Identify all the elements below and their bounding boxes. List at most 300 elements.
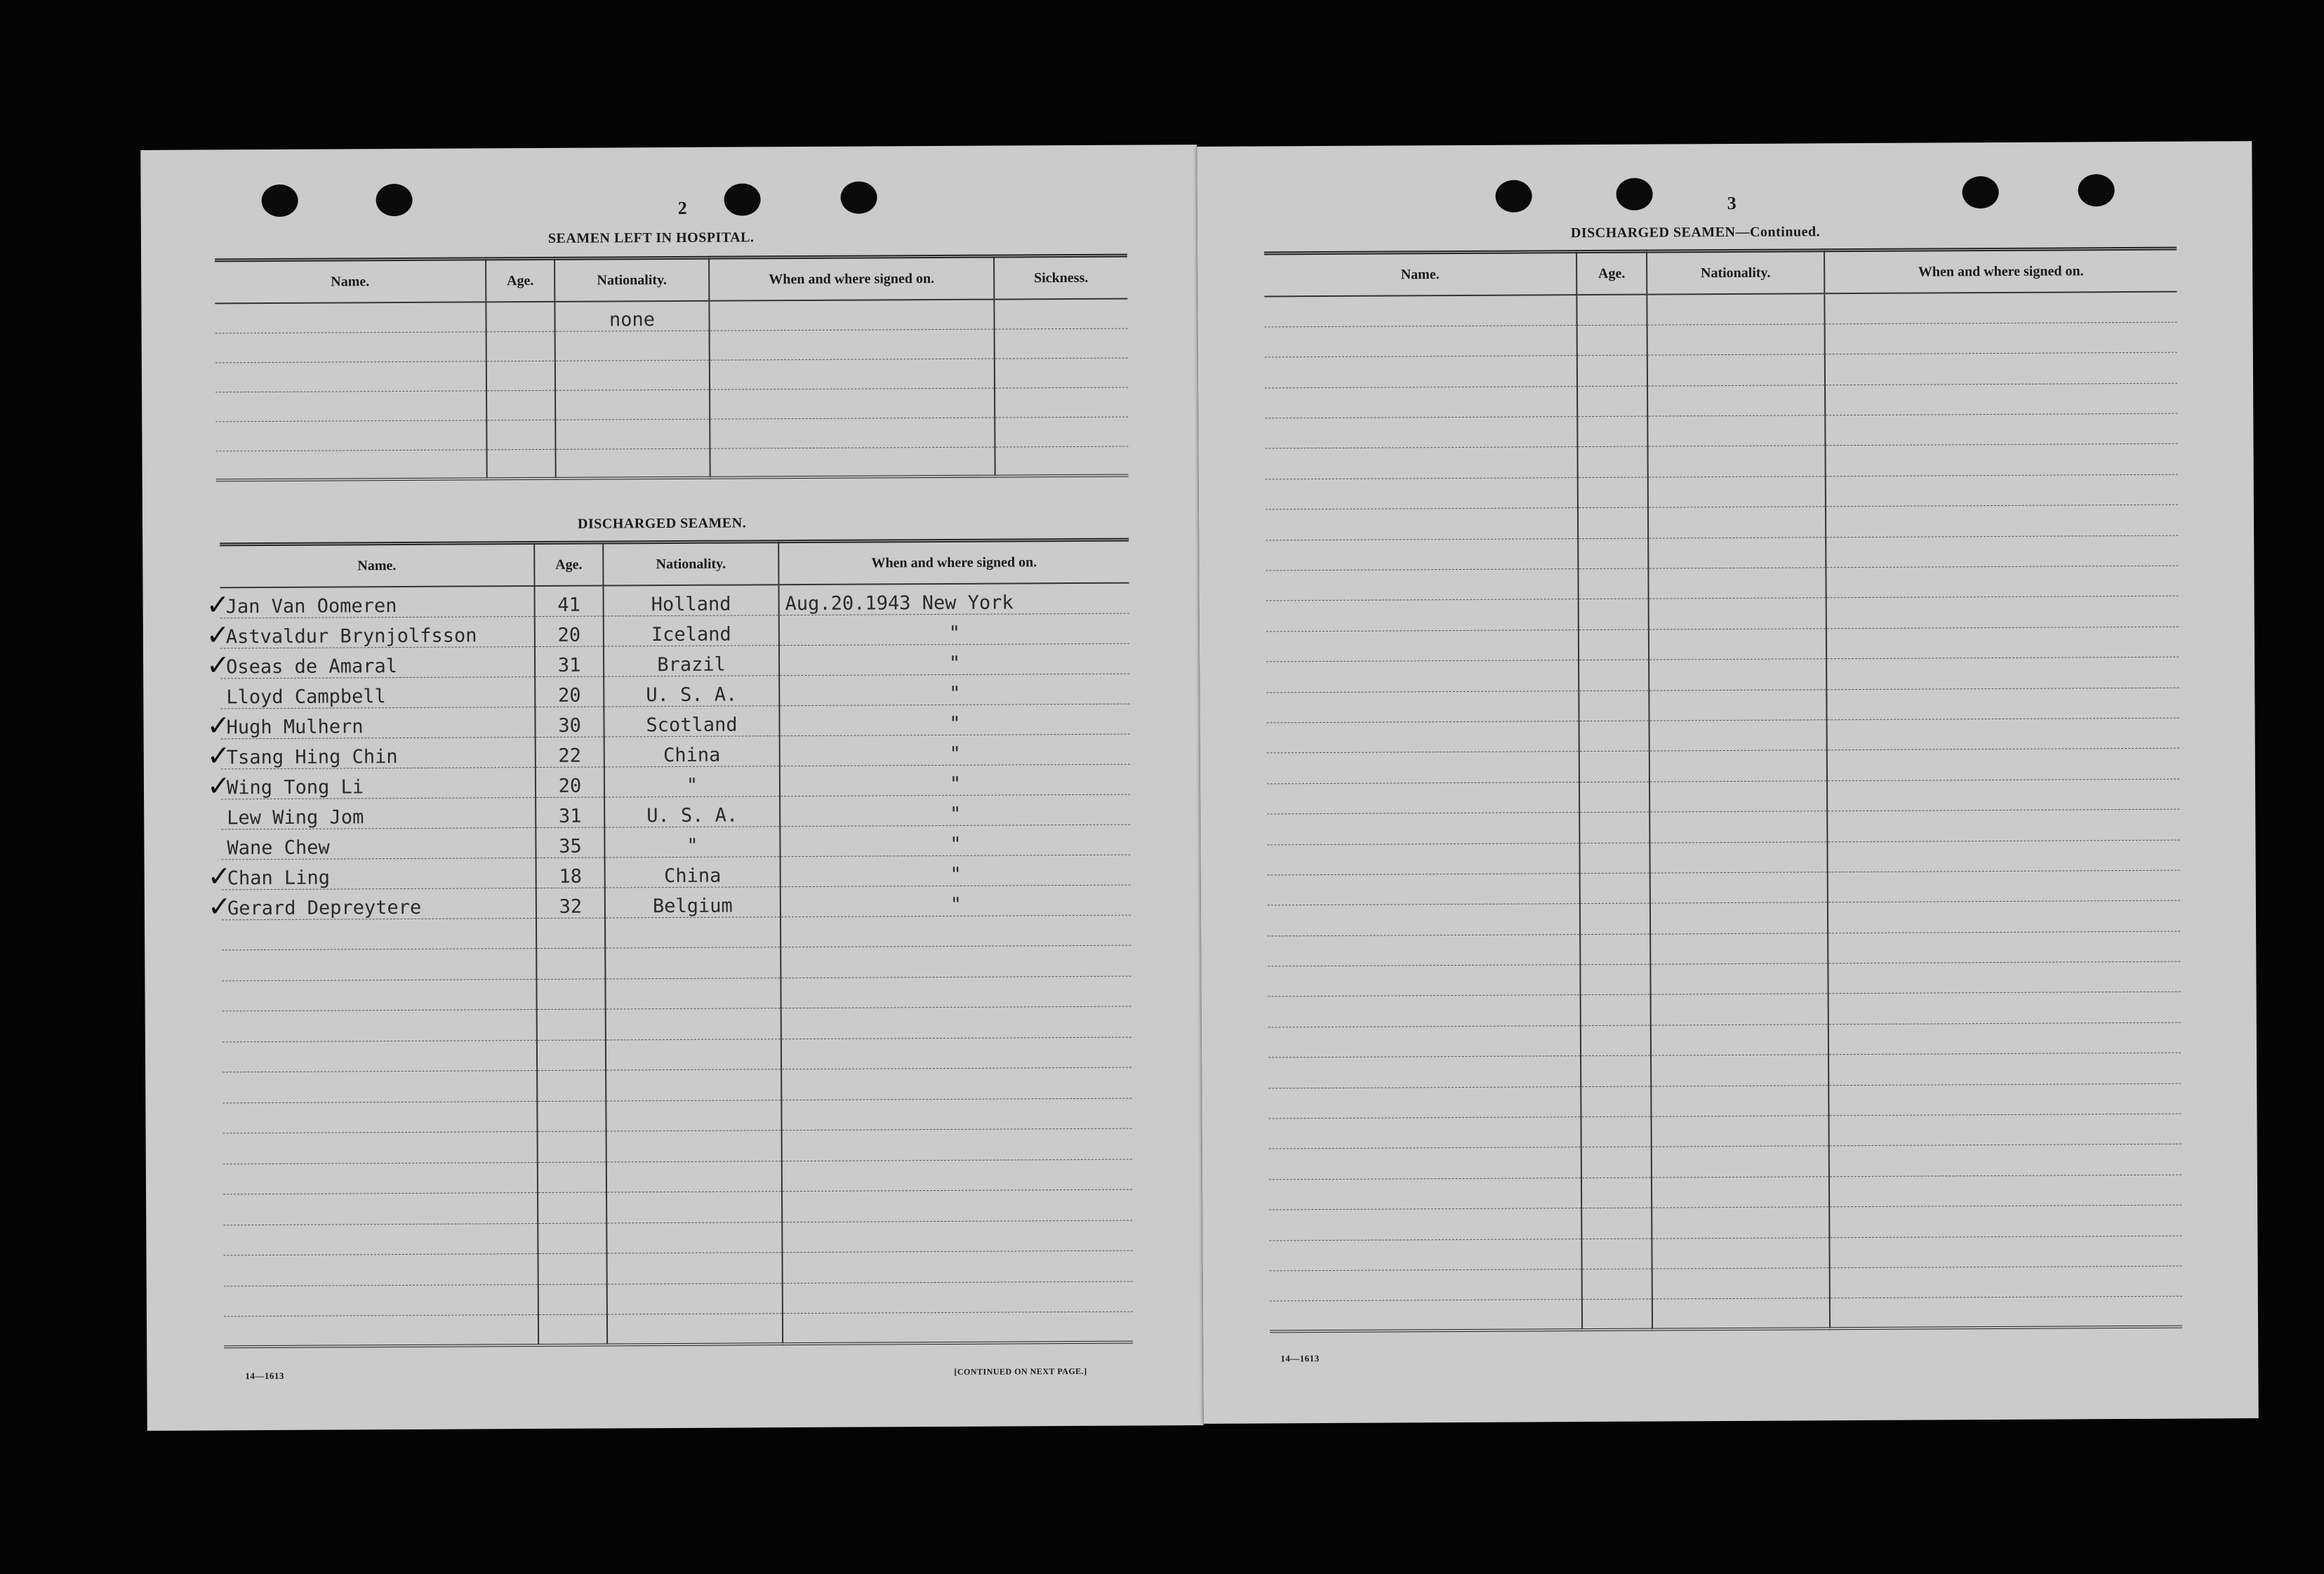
left_page.discharged_section-header-3: When and where signed on. — [778, 540, 1129, 585]
seaman-nationality: China — [605, 856, 781, 887]
empty-cell — [1579, 843, 1649, 874]
empty-cell — [1647, 354, 1825, 386]
empty-cell — [222, 949, 536, 981]
empty-cell — [222, 918, 536, 950]
empty-cell — [1649, 689, 1826, 721]
empty-cell — [536, 979, 605, 1010]
empty-cell — [1581, 1208, 1652, 1239]
empty-cell — [1269, 1178, 1581, 1210]
checkmark-icon: ✓ — [206, 618, 230, 651]
seaman-name-text: Jan Van Oomeren — [225, 594, 397, 618]
empty-cell — [1647, 293, 1824, 325]
table-row — [215, 387, 1128, 422]
empty-cell — [606, 1008, 781, 1040]
empty-cell — [782, 1220, 1132, 1253]
empty-cell — [1651, 994, 1828, 1025]
table-row — [1270, 1266, 2182, 1301]
empty-cell — [1577, 386, 1647, 417]
hospital-cell — [215, 449, 486, 480]
empty-cell — [1267, 813, 1579, 845]
table-row — [1269, 1175, 2182, 1210]
empty-cell — [1828, 931, 2180, 963]
table-row — [222, 976, 1131, 1011]
table-row — [1266, 535, 2178, 571]
empty-cell — [606, 1222, 782, 1253]
hospital-cell — [486, 361, 555, 391]
empty-cell — [1267, 843, 1579, 875]
empty-cell — [224, 1284, 538, 1316]
empty-cell — [1266, 447, 1578, 479]
empty-cell — [1577, 447, 1647, 478]
seaman-signed-on: " — [779, 674, 1129, 706]
table-row — [222, 885, 1131, 920]
hospital-cell — [995, 387, 1128, 418]
empty-cell — [1829, 1236, 2182, 1268]
empty-cell — [605, 916, 781, 948]
empty-cell — [1649, 781, 1827, 813]
empty-cell — [1829, 1175, 2182, 1207]
empty-cell — [1826, 535, 2178, 568]
empty-cell — [781, 976, 1131, 1008]
seaman-name-text: Oseas de Amaral — [226, 655, 398, 678]
table-row — [1265, 322, 2177, 357]
empty-cell — [606, 1253, 782, 1284]
seaman-nationality: Iceland — [604, 615, 779, 646]
seaman-signed-on: Aug.20.1943 New York — [778, 583, 1129, 615]
empty-cell — [1579, 721, 1649, 752]
discharged-section-title: DISCHARGED SEAMEN. — [577, 515, 747, 532]
empty-cell — [223, 1010, 537, 1042]
checkmark-icon: ✓ — [206, 709, 231, 742]
binder-hole — [840, 181, 877, 213]
seaman-nationality: " — [604, 826, 780, 857]
seaman-nationality: Scotland — [604, 705, 779, 736]
empty-cell — [538, 1131, 606, 1162]
empty-cell — [1827, 779, 2179, 811]
empty-cell — [1650, 933, 1828, 964]
hospital-cell — [995, 446, 1128, 476]
binder-hole — [261, 185, 298, 217]
empty-cell — [1267, 721, 1579, 754]
empty-cell — [1647, 446, 1825, 477]
empty-cell — [1268, 904, 1580, 936]
empty-cell — [1652, 1146, 1829, 1178]
empty-cell — [1828, 992, 2181, 1025]
form-number: 14—1613 — [245, 1370, 284, 1382]
seaman-name — [206, 646, 535, 681]
seaman-nationality: U. S. A. — [604, 796, 780, 827]
left_page.discharged_section-header-2: Nationality. — [603, 542, 778, 586]
table-row — [1266, 657, 2179, 692]
hospital-cell — [994, 299, 1127, 329]
hospital-cell — [995, 417, 1128, 447]
table-row — [223, 1189, 1132, 1225]
table-row — [1265, 352, 2177, 387]
right_page.discharged_section-header-2: Nationality. — [1647, 251, 1824, 295]
empty-cell — [1827, 718, 2179, 750]
table-row — [221, 734, 1130, 769]
binder-hole — [724, 183, 760, 215]
empty-cell — [1580, 934, 1650, 965]
empty-cell — [1649, 629, 1826, 660]
table-row — [223, 1250, 1132, 1286]
empty-cell — [537, 1100, 606, 1131]
empty-cell — [1578, 568, 1648, 599]
empty-cell — [1648, 476, 1826, 508]
table-row — [223, 1159, 1132, 1194]
empty-cell — [606, 1131, 782, 1162]
empty-cell — [538, 1283, 607, 1314]
empty-cell — [222, 979, 536, 1011]
seaman-name — [206, 586, 534, 621]
hospital-cell — [486, 331, 555, 361]
empty-cell — [781, 1098, 1131, 1131]
empty-cell — [1825, 352, 2177, 385]
table-row — [1266, 566, 2178, 601]
table-row — [220, 643, 1129, 679]
empty-cell — [1270, 1269, 1582, 1302]
seaman-signed-on: " — [780, 764, 1130, 796]
empty-cell — [1649, 720, 1827, 752]
empty-cell — [781, 1037, 1131, 1069]
empty-cell — [1649, 811, 1827, 843]
empty-cell — [1581, 1086, 1651, 1117]
empty-cell — [1269, 1239, 1581, 1271]
empty-cell — [1648, 507, 1826, 538]
empty-cell — [1579, 599, 1649, 629]
seaman-signed-on: " — [781, 855, 1131, 887]
table-row — [1266, 474, 2178, 509]
table-row — [224, 1312, 1133, 1347]
empty-cell — [1579, 691, 1649, 721]
empty-cell — [1579, 629, 1649, 660]
seaman-signed-on: " — [779, 643, 1129, 676]
empty-cell — [538, 1222, 606, 1253]
empty-cell — [223, 1040, 537, 1072]
hospital-section-title: SEAMEN LEFT IN HOSPITAL. — [547, 229, 755, 246]
hospital-cell — [555, 419, 710, 449]
empty-cell — [1266, 660, 1579, 693]
binder-hole — [2078, 174, 2114, 206]
empty-cell — [1829, 1205, 2182, 1237]
table-row — [220, 674, 1129, 709]
empty-cell — [1577, 355, 1647, 386]
empty-cell — [606, 1039, 781, 1070]
left_page.discharged_section-header-1: Age. — [534, 542, 603, 586]
table-row — [1266, 688, 2179, 723]
empty-cell — [781, 1067, 1131, 1100]
empty-cell — [1825, 383, 2177, 415]
hospital-cell — [555, 448, 710, 479]
empty-cell — [1651, 1085, 1828, 1116]
empty-cell — [1825, 322, 2177, 354]
empty-cell — [1828, 900, 2180, 933]
empty-cell — [1652, 1177, 1829, 1208]
table-row — [1266, 596, 2179, 632]
empty-cell — [1576, 295, 1647, 326]
empty-cell — [1827, 809, 2179, 841]
discharged-continued-title: DISCHARGED SEAMEN—Continued. — [1570, 224, 1821, 241]
empty-cell — [1829, 1145, 2182, 1177]
empty-cell — [1579, 660, 1649, 691]
empty-cell — [223, 1193, 538, 1225]
empty-cell — [1826, 688, 2179, 720]
empty-cell — [781, 945, 1131, 978]
empty-cell — [1581, 1147, 1652, 1178]
table-row — [224, 1281, 1133, 1316]
right_page.discharged_section-header-3: When and where signed on. — [1824, 248, 2177, 293]
table-row — [1268, 992, 2181, 1027]
empty-cell — [606, 1192, 782, 1223]
right-page — [1197, 141, 2259, 1424]
seaman-name-text: Wing Tong Li — [226, 775, 364, 799]
empty-cell — [1647, 415, 1825, 447]
empty-cell — [1268, 965, 1580, 997]
empty-cell — [1825, 444, 2177, 476]
empty-cell — [1268, 934, 1580, 966]
hospital-cell — [486, 390, 555, 420]
table-row — [1268, 1083, 2181, 1119]
seaman-name — [206, 767, 536, 802]
table-row — [1269, 1236, 2182, 1271]
table-row — [1268, 900, 2180, 935]
seaman-name-text: Tsang Hing Chin — [226, 745, 398, 768]
checkmark-icon: ✓ — [206, 769, 231, 802]
discharged-continued-table — [1264, 247, 2182, 1333]
seaman-name — [221, 827, 536, 859]
empty-cell — [1264, 295, 1576, 327]
table-row — [1268, 1022, 2181, 1058]
hospital-cell — [215, 390, 486, 421]
hospital-cell — [215, 420, 486, 451]
right_page.discharged_section-header-1: Age. — [1576, 251, 1647, 295]
seaman-name-text: Hugh Mulhern — [226, 715, 364, 738]
seaman-age: 20 — [536, 767, 604, 798]
table-row — [215, 417, 1128, 451]
empty-cell — [1269, 1147, 1581, 1180]
seaman-name — [221, 797, 536, 829]
empty-cell — [537, 1040, 606, 1071]
empty-cell — [1650, 872, 1828, 904]
empty-cell — [781, 1006, 1131, 1039]
seaman-age: 31 — [535, 646, 604, 677]
empty-cell — [1826, 627, 2179, 659]
empty-cell — [536, 918, 605, 949]
hospital-cell — [486, 420, 555, 450]
seaman-name-text: Gerard Depreytere — [227, 896, 422, 919]
empty-cell — [1830, 1297, 2182, 1329]
hospital-cell: none — [555, 301, 709, 331]
table-row — [222, 915, 1131, 950]
empty-cell — [1269, 1208, 1581, 1241]
table-row — [223, 1220, 1132, 1255]
seaman-nationality: " — [604, 766, 780, 796]
empty-cell — [1827, 840, 2179, 872]
empty-cell — [1652, 1237, 1829, 1269]
table-row — [220, 583, 1129, 618]
hospital-cell — [215, 331, 486, 362]
hospital-cell — [486, 449, 555, 479]
empty-cell — [1652, 1298, 1830, 1330]
empty-cell — [538, 1314, 607, 1345]
empty-cell — [1268, 874, 1580, 906]
empty-cell — [1266, 629, 1579, 662]
empty-cell — [1647, 385, 1825, 416]
seaman-signed-on: " — [780, 794, 1130, 827]
empty-cell — [1579, 751, 1649, 782]
table-row — [1268, 1114, 2181, 1149]
seaman-nationality: Belgium — [605, 886, 781, 917]
empty-cell — [1649, 750, 1827, 782]
empty-cell — [1268, 1117, 1581, 1149]
empty-cell — [1267, 752, 1579, 784]
empty-cell — [1828, 1114, 2181, 1146]
empty-cell — [1582, 1299, 1652, 1330]
table-row — [1264, 292, 2177, 327]
empty-cell — [1268, 1025, 1581, 1058]
empty-cell — [1826, 566, 2178, 598]
seaman-age: 22 — [536, 737, 604, 768]
empty-cell — [782, 1250, 1132, 1283]
seaman-name — [206, 707, 535, 742]
empty-cell — [538, 1161, 606, 1192]
table-row — [1267, 809, 2179, 844]
table-row — [1269, 1205, 2182, 1240]
empty-cell — [1826, 474, 2178, 507]
checkmark-icon: ✓ — [206, 739, 231, 772]
table-row — [215, 358, 1128, 392]
empty-cell — [1651, 1055, 1828, 1086]
empty-cell — [1579, 812, 1649, 843]
empty-cell — [1266, 691, 1579, 723]
empty-cell — [536, 948, 605, 979]
empty-cell — [1826, 505, 2178, 537]
seaman-nationality: Holland — [603, 585, 778, 615]
empty-cell — [606, 1161, 782, 1192]
left_page.discharged_section-header-0: Name. — [220, 543, 534, 588]
seaman-name — [206, 616, 535, 651]
empty-cell — [1268, 1086, 1581, 1119]
empty-cell — [223, 1132, 538, 1164]
empty-cell — [223, 1101, 537, 1133]
table-row — [223, 1128, 1132, 1163]
seaman-nationality: China — [604, 735, 780, 766]
empty-cell — [782, 1159, 1132, 1192]
empty-cell — [1828, 870, 2180, 902]
checkmark-icon: ✓ — [206, 588, 230, 621]
seaman-name-text: Chan Ling — [227, 867, 331, 889]
seaman-age: 35 — [536, 827, 604, 858]
empty-cell — [781, 915, 1131, 947]
seaman-name-text: Lloyd Campbell — [226, 685, 386, 708]
empty-cell — [1828, 961, 2180, 994]
empty-cell — [1651, 1116, 1828, 1147]
empty-cell — [1266, 477, 1578, 509]
empty-cell — [1581, 1055, 1651, 1086]
seaman-age: 30 — [535, 707, 604, 738]
seaman-age: 18 — [536, 858, 605, 888]
right_page.discharged_section-header-0: Name. — [1264, 252, 1576, 297]
empty-cell — [1651, 1025, 1828, 1056]
table-row — [221, 764, 1130, 799]
empty-cell — [1652, 1268, 1830, 1300]
seaman-name-text: Lew Wing Jom — [227, 806, 364, 829]
empty-cell — [537, 1009, 606, 1040]
table-row — [1266, 505, 2178, 540]
table-row — [1266, 627, 2179, 662]
empty-cell — [783, 1312, 1133, 1344]
hospital-cell — [710, 359, 995, 389]
empty-cell — [223, 1254, 538, 1286]
empty-cell — [1265, 417, 1577, 449]
empty-cell — [1580, 964, 1650, 995]
empty-cell — [1581, 1178, 1652, 1208]
empty-cell — [1648, 568, 1826, 599]
checkmark-icon: ✓ — [207, 860, 232, 893]
hospital-cell — [555, 331, 710, 361]
empty-cell — [1268, 1056, 1581, 1088]
binder-hole — [376, 184, 412, 216]
table-row — [1269, 1145, 2182, 1180]
empty-cell — [1830, 1266, 2182, 1298]
left_page.hospital_section-header-0: Name. — [215, 259, 486, 304]
empty-cell — [1265, 326, 1577, 358]
empty-cell — [1649, 598, 1826, 629]
empty-cell — [1648, 537, 1826, 568]
empty-cell — [1267, 782, 1579, 814]
table-row — [1268, 870, 2180, 905]
table-row — [222, 855, 1131, 890]
empty-cell — [1647, 324, 1825, 356]
empty-cell — [1826, 596, 2179, 629]
empty-cell — [1578, 477, 1648, 508]
table-row — [221, 794, 1130, 829]
page-number: 3 — [1727, 192, 1737, 213]
table-row — [223, 1006, 1131, 1041]
empty-cell — [1649, 659, 1826, 691]
hospital-cell — [995, 328, 1128, 359]
empty-cell — [537, 1070, 606, 1101]
table-row — [1266, 444, 2178, 479]
table-row — [1268, 931, 2180, 966]
empty-cell — [1581, 1025, 1651, 1056]
table-row — [1265, 383, 2177, 418]
empty-cell — [605, 947, 781, 979]
table-row — [215, 328, 1128, 363]
form-number: 14—1613 — [1280, 1353, 1320, 1364]
table-row — [223, 1037, 1131, 1072]
empty-cell — [1266, 569, 1578, 601]
empty-cell — [1266, 508, 1578, 540]
empty-cell — [538, 1253, 606, 1284]
hospital-cell — [555, 389, 710, 420]
empty-cell — [1650, 902, 1828, 934]
seaman-signed-on: " — [780, 825, 1130, 857]
table-row — [1267, 748, 2179, 783]
empty-cell — [1577, 325, 1647, 356]
seaman-name — [207, 888, 536, 923]
empty-cell — [1828, 1022, 2181, 1055]
empty-cell — [1828, 1053, 2181, 1085]
hospital-cell — [215, 361, 486, 392]
seaman-name-text: Wane Chew — [227, 836, 330, 859]
hospital-cell — [710, 388, 995, 419]
table-row — [215, 299, 1127, 333]
empty-cell — [1581, 1239, 1652, 1269]
empty-cell — [606, 1069, 781, 1101]
table-row — [220, 613, 1129, 648]
empty-cell — [1268, 995, 1581, 1027]
